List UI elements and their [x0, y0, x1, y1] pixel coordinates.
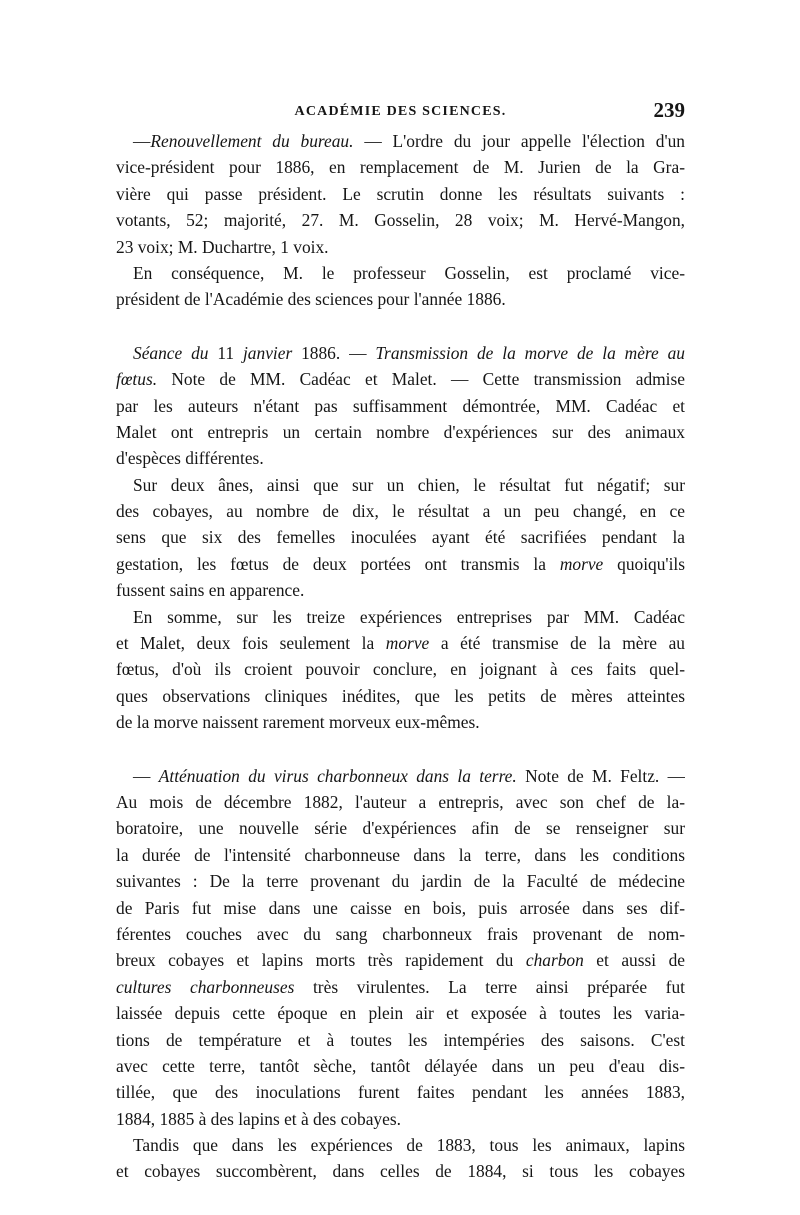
text-line: sens que six des femelles inoculées ayant été sacrifiées pendant la [116, 527, 685, 548]
text-line: vice-président pour 1886, en remplacement de M. Jurien de la Gra- [116, 157, 685, 178]
line-segment: très virulentes. La terre ainsi préparée fut [294, 976, 685, 997]
text-line: de Paris fut mise dans une caisse en bois, puis arrosée dans ses dif- [116, 897, 685, 918]
text-line: vière qui passe président. Le scrutin donne les résultats suivants : [116, 183, 685, 204]
running-head [116, 98, 685, 128]
text-line: En somme, sur les treize expériences entreprises par MM. Cadéac [133, 606, 685, 627]
line-segment: — [133, 765, 159, 786]
text-line: avec cette terre, tantôt sèche, tantôt délayée dans un peu d'eau dis- [116, 1055, 685, 1076]
text-line: tillée, que des inoculations furent faites pendant les années 1883, [116, 1082, 685, 1103]
line-segment: janvier [242, 342, 293, 363]
line-segment: et Malet, deux fois seulement la [116, 633, 386, 654]
text-line: et cobayes succombèrent, dans celles de 1884, si tous les cobayes [116, 1161, 685, 1182]
text-line: votants, 52; majorité, 27. M. Gosselin, 28 voix; M. Hervé-Mangon, [116, 210, 685, 231]
text-line: Malet ont entrepris un certain nombre d'expériences sur des animaux [116, 421, 685, 442]
text-line: 1884, 1885 à des lapins et à des cobayes. [116, 1108, 401, 1129]
text-line: tions de température et à toutes les intempéries des saisons. C'est [116, 1029, 685, 1050]
line-segment: 11 [208, 342, 243, 363]
body-text [116, 128, 685, 1185]
section-heading: Atténuation du virus charbonneux dans la terre. [158, 765, 517, 786]
line-segment: Note de MM. Cadéac et Malet. — Cette transmission admise [157, 369, 685, 390]
text-line: En conséquence, M. le professeur Gosselin, est proclamé vice- [133, 262, 685, 283]
line-segment: 1886. — [292, 342, 376, 363]
text-line: Au mois de décembre 1882, l'auteur a entrepris, avec son chef de la- [116, 791, 685, 812]
text-line: des cobayes, au nombre de dix, le résultat a un peu changé, en ce [116, 501, 685, 522]
line-segment: quoiqu'ils [603, 553, 685, 574]
paragraph-gap [116, 313, 685, 340]
line-segment: breux cobayes et lapins morts très rapidement du [116, 950, 526, 971]
line-segment: cultures charbonneuses [116, 976, 295, 997]
section-heading: Transmission de la morve de la mère au [375, 342, 685, 363]
text-line: Tandis que dans les expériences de 1883, tous les animaux, lapins [133, 1135, 685, 1156]
text-line [116, 340, 685, 366]
text-line [116, 630, 685, 656]
text-line: fussent sains en apparence. [116, 580, 305, 601]
text-line: ques observations cliniques inédites, que les petits de mères atteintes [116, 685, 685, 706]
text-line: Sur deux ânes, ainsi que sur un chien, le résultat fut négatif; sur [133, 474, 685, 495]
text-line [116, 128, 685, 154]
line-segment: et aussi de [583, 950, 685, 971]
text-line: de la morve naissent rarement morveux eux-mêmes. [116, 712, 480, 733]
line-segment: Note de M. Feltz. — [516, 765, 685, 786]
text-line: laissée depuis cette époque en plein air et exposée à toutes les varia- [116, 1003, 685, 1024]
text-line: férentes couches avec du sang charbonneux frais provenant de nom- [116, 923, 685, 944]
line-segment: — L'ordre du jour appelle l'élection d'un [353, 131, 685, 151]
line-segment: gestation, les fœtus de deux portées ont transmis la [116, 553, 560, 574]
text-line: président de l'Académie des sciences pour l'année 1886. [116, 289, 506, 310]
text-line [116, 974, 685, 1000]
line-segment: charbon [525, 950, 584, 971]
text-line: d'espèces différentes. [116, 448, 264, 469]
text-line: par les auteurs n'étant pas suffisamment démontrée, MM. Cadéac et [116, 395, 685, 416]
line-segment: fœtus. [116, 369, 158, 390]
text-line [116, 763, 685, 789]
line-segment: Séance du [133, 342, 209, 363]
section-heading: Renouvellement du bureau. [150, 131, 354, 151]
text-line: boratoire, une nouvelle série d'expériences afin de se renseigner sur [116, 818, 685, 839]
line-segment: a été transmise de la mère au [429, 633, 685, 654]
text-line [116, 366, 685, 392]
text-line [116, 947, 685, 973]
line-segment: morve [385, 633, 430, 654]
page-number: 239 [653, 98, 685, 122]
line-segment: — [133, 131, 151, 151]
paragraph-gap [116, 736, 685, 763]
text-line: 23 voix; M. Duchartre, 1 voix. [116, 236, 329, 257]
text-line: suivantes : De la terre provenant du jardin de la Faculté de médecine [116, 871, 685, 892]
running-title: ACADÉMIE DES SCIENCES. [294, 104, 507, 119]
line-segment: morve [559, 553, 604, 574]
text-line [116, 551, 685, 577]
text-line: fœtus, d'où ils croient pouvoir conclure, en joignant à ces faits quel- [116, 659, 685, 680]
text-line: la durée de l'intensité charbonneuse dans la terre, dans les conditions [116, 844, 685, 865]
